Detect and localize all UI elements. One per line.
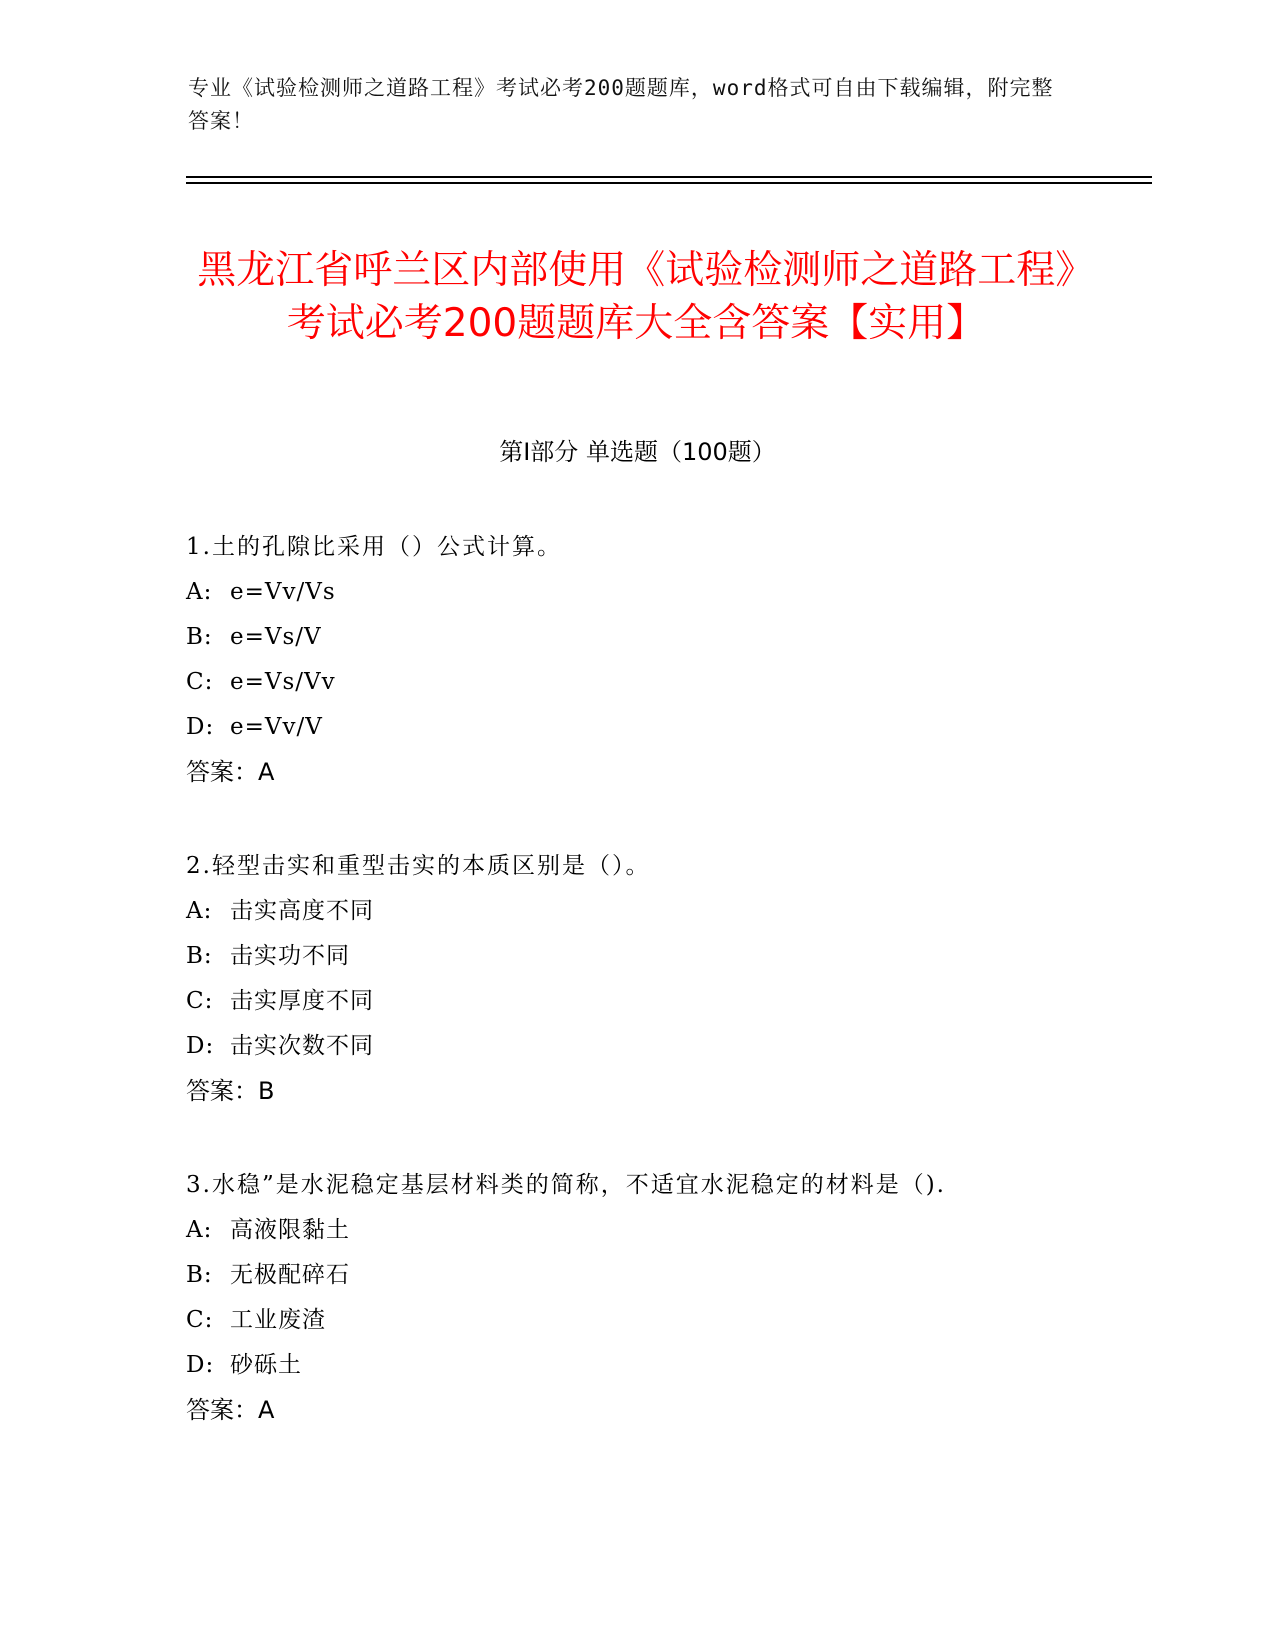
option-text: 砂砾土 xyxy=(230,1352,302,1378)
option-key: C: xyxy=(186,988,214,1014)
option-c xyxy=(186,979,1066,1024)
question-item xyxy=(186,844,1066,1114)
option-key: C: xyxy=(186,1307,214,1333)
option-a xyxy=(186,1208,1066,1253)
header-note: 专业《试验检测师之道路工程》考试必考200题题库，word格式可自由下载编辑，附完整答案！ xyxy=(188,76,1054,133)
answer-line: 答案：B xyxy=(186,1077,275,1105)
option-text: e=Vs/V xyxy=(230,624,322,650)
option-text: 击实次数不同 xyxy=(230,1033,374,1059)
option-key: A: xyxy=(186,579,213,605)
option-text: 击实厚度不同 xyxy=(230,988,374,1014)
option-d xyxy=(186,1343,1066,1388)
option-b xyxy=(186,615,1066,660)
option-key: B: xyxy=(186,1262,213,1288)
section-heading: 第I部分 单选题（100题） xyxy=(499,438,776,466)
document-title: 黑龙江省呼兰区内部使用《试验检测师之道路工程》考试必考200题题库大全含答案【实用】 xyxy=(197,248,1075,347)
option-d xyxy=(186,705,1066,750)
option-text: e=Vv/Vs xyxy=(230,579,336,605)
answer-line: 答案：A xyxy=(186,1396,275,1424)
header-divider-top xyxy=(186,176,1152,178)
option-key: D: xyxy=(186,1033,215,1059)
option-key: D: xyxy=(186,714,215,740)
option-d xyxy=(186,1024,1066,1069)
option-a xyxy=(186,889,1066,934)
option-key: A: xyxy=(186,1217,213,1243)
option-text: 高液限黏土 xyxy=(230,1217,350,1243)
option-key: D: xyxy=(186,1352,215,1378)
header-divider-bottom xyxy=(186,182,1152,184)
option-b xyxy=(186,934,1066,979)
question-stem: 1.土的孔隙比采用（）公式计算。 xyxy=(186,534,562,560)
option-key: B: xyxy=(186,624,213,650)
option-text: e=Vs/Vv xyxy=(230,669,336,695)
question-stem: 3.水稳”是水泥稳定基层材料类的简称，不适宜水泥稳定的材料是（). xyxy=(186,1172,946,1198)
option-c xyxy=(186,660,1066,705)
option-key: A: xyxy=(186,898,213,924)
question-item xyxy=(186,1163,1066,1433)
option-c xyxy=(186,1298,1066,1343)
question-item xyxy=(186,525,1066,795)
option-b xyxy=(186,1253,1066,1298)
option-a xyxy=(186,570,1066,615)
option-text: 无极配碎石 xyxy=(230,1262,350,1288)
answer-line: 答案：A xyxy=(186,758,275,786)
option-text: 击实高度不同 xyxy=(230,898,374,924)
option-key: C: xyxy=(186,669,214,695)
option-text: e=Vv/V xyxy=(230,714,323,740)
option-text: 工业废渣 xyxy=(230,1307,326,1333)
option-text: 击实功不同 xyxy=(230,943,350,969)
question-stem: 2.轻型击实和重型击实的本质区别是（）。 xyxy=(186,853,651,879)
option-key: B: xyxy=(186,943,213,969)
